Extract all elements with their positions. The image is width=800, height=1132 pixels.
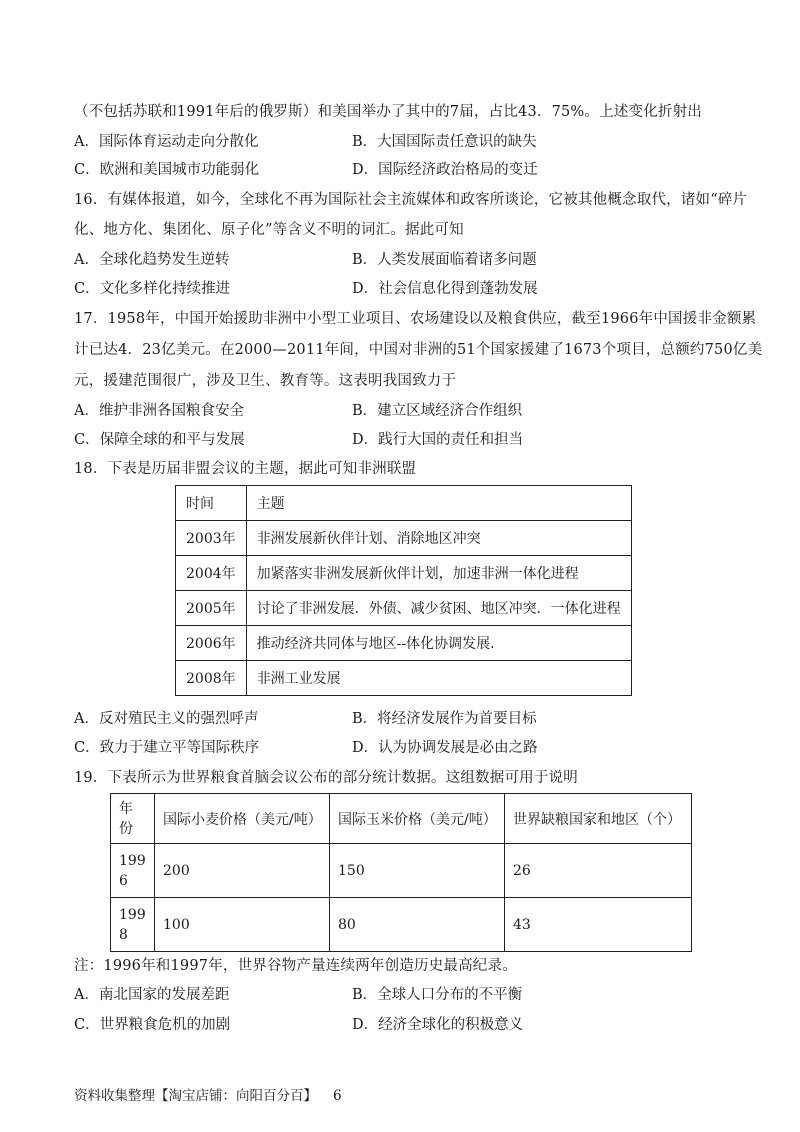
q17-option-d: D．践行大国的责任和担当 — [352, 432, 524, 448]
q15-stem-line: （不包括苏联和1991年后的俄罗斯）和美国举办了其中的7届，占比43．75%。上述变化折射出 — [74, 104, 703, 120]
q16-option-c: C．文化多样化持续推进 — [74, 281, 231, 297]
q17-stem-line-3: 元，援建范围很广，涉及卫生、教育等。这表明我国致力于 — [74, 373, 457, 389]
q15-option-b: B．大国国际责任意识的缺失 — [352, 134, 537, 150]
table-header-cell: 主题 — [246, 486, 631, 521]
q16-stem-line-2: 化、地方化、集团化、原子化”等含义不明的词汇。据此可知 — [74, 222, 464, 238]
table-cell-year: 2006年 — [176, 626, 247, 661]
q19-option-c: C．世界粮食危机的加剧 — [74, 1017, 231, 1033]
table-row — [176, 626, 632, 661]
table-cell-year: 1998 — [111, 898, 155, 952]
q18-table — [175, 485, 632, 696]
table-cell-corn-price: 150 — [330, 844, 505, 898]
table-cell-corn-price: 80 — [330, 898, 505, 952]
table-header-row — [111, 794, 692, 844]
q18-option-b: B．将经济发展作为首要目标 — [352, 711, 537, 727]
table-cell-theme: 非洲发展新伙伴计划、消除地区冲突 — [246, 521, 631, 556]
q16-stem-line-1: 16．有媒体报道，如今，全球化不再为国际社会主流媒体和政客所谈论，它被其他概念取代，诸如“碎片 — [74, 192, 748, 208]
table-row — [176, 661, 632, 696]
q15-option-c: C．欧洲和美国城市功能弱化 — [74, 162, 260, 178]
table-cell-food-short-count: 43 — [505, 898, 692, 952]
q17-option-a: A．维护非洲各国粮食安全 — [74, 403, 244, 419]
table-cell-year: 2005年 — [176, 591, 247, 626]
table-row — [176, 556, 632, 591]
page-footer — [74, 1084, 342, 1104]
q15-option-a: A．国际体育运动走向分散化 — [74, 134, 259, 150]
q17-option-c: C．保障全球的和平与发展 — [74, 432, 245, 448]
q18-option-d: D．认为协调发展是必由之路 — [352, 740, 538, 756]
q17-stem-line-1: 17．1958年，中国开始援助非洲中小型工业项目、农场建设以及粮食供应，截至1966年中国援非金额累 — [74, 311, 757, 327]
table-header-cell: 世界缺粮国家和地区（个） — [505, 794, 692, 844]
q16-option-a: A．全球化趋势发生逆转 — [74, 252, 230, 268]
q19-option-d: D．经济全球化的积极意义 — [352, 1017, 524, 1033]
q19-note: 注：1996年和1997年，世界谷物产量连续两年创造历史最高纪录。 — [74, 958, 517, 974]
table-header-cell: 年份 — [111, 794, 155, 844]
table-cell-year: 2008年 — [176, 661, 247, 696]
table-row — [176, 591, 632, 626]
table-header-cell: 时间 — [176, 486, 247, 521]
table-header-row — [176, 486, 632, 521]
table-row — [111, 844, 692, 898]
q16-option-d: D．社会信息化得到蓬勃发展 — [352, 281, 538, 297]
table-cell-year: 2004年 — [176, 556, 247, 591]
table-cell-year: 1996 — [111, 844, 155, 898]
q18-option-a: A．反对殖民主义的强烈呼声 — [74, 711, 259, 727]
table-row — [111, 898, 692, 952]
q19-stem: 19．下表所示为世界粮食首脑会议公布的部分统计数据。这组数据可用于说明 — [74, 770, 578, 786]
table-row — [176, 521, 632, 556]
table-cell-theme: 加紧落实非洲发展新伙伴计划，加速非洲一体化进程 — [246, 556, 631, 591]
q16-option-b: B．人类发展面临着诸多问题 — [352, 252, 537, 268]
q17-option-b: B．建立区域经济合作组织 — [352, 403, 523, 419]
table-header-cell: 国际玉米价格（美元/吨） — [330, 794, 505, 844]
q17-stem-line-2: 计已达4．23亿美元。在2000—2011年间，中国对非洲的51个国家援建了1673个项目，总额约750亿美 — [74, 342, 763, 358]
q19-option-a: A．南北国家的发展差距 — [74, 987, 230, 1003]
table-cell-theme: 非洲工业发展 — [246, 661, 631, 696]
table-cell-theme: 推动经济共同体与地区--体化协调发展. — [246, 626, 631, 661]
table-cell-food-short-count: 26 — [505, 844, 692, 898]
q18-option-c: C．致力于建立平等国际秩序 — [74, 740, 260, 756]
page-number: 6 — [333, 1088, 342, 1104]
table-cell-wheat-price: 100 — [155, 898, 330, 952]
q19-table — [110, 793, 692, 952]
table-header-cell: 国际小麦价格（美元/吨） — [155, 794, 330, 844]
table-cell-wheat-price: 200 — [155, 844, 330, 898]
q19-option-b: B．全球人口分布的不平衡 — [352, 987, 523, 1003]
q15-option-d: D．国际经济政治格局的变迁 — [352, 162, 538, 178]
table-cell-theme: 讨论了非洲发展．外债、减少贫困、地区冲突．一体化进程 — [246, 591, 631, 626]
table-cell-year: 2003年 — [176, 521, 247, 556]
footer-text: 资料收集整理【淘宝店铺：向阳百分百】 — [74, 1088, 317, 1104]
q18-stem: 18．下表是历届非盟会议的主题，据此可知非洲联盟 — [74, 461, 417, 477]
